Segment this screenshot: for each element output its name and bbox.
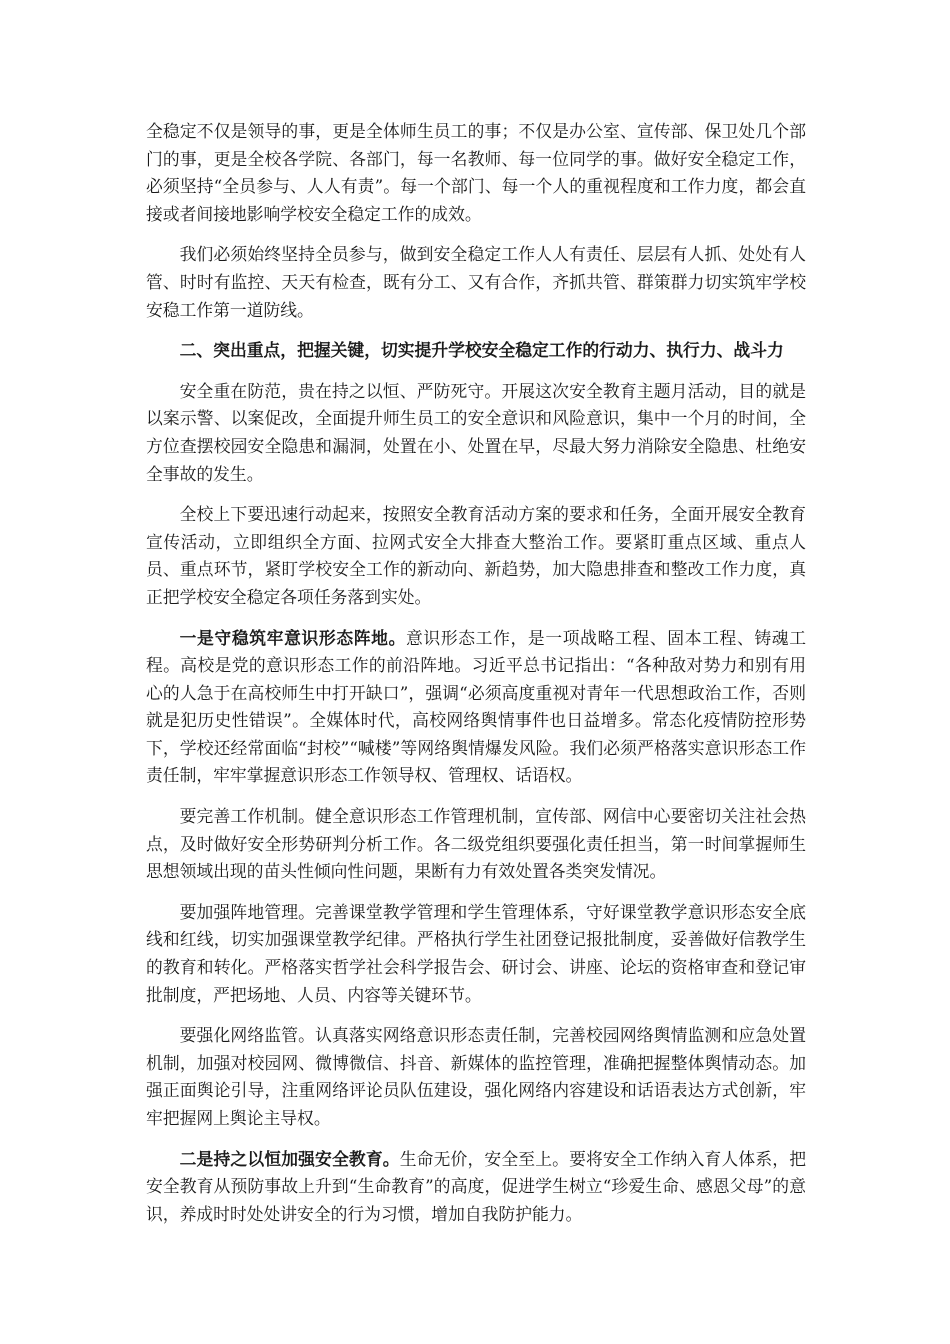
- paragraph-body-safety: 生命无价，安全至上。要将安全工作纳入育人体系，把安全教育从预防事故上升到“生命教育”的高度，促进学生树立“珍爱生命、感恩父母”的意识，养成时时处处讲安全的行为习惯，增加自我防护能力。: [146, 1148, 806, 1224]
- paragraph-position-management: 要加强阵地管理。完善课堂教学管理和学生管理体系，守好课堂教学意识形态安全底线和红线，切实加强课堂教学纪律。严格执行学生社团登记报批制度，妥善做好信教学生的教育和转化。严格落实哲学社会科学报告会、研讨会、讲座、论坛的资格审查和登记审批制度，严把场地、人员、内容等关键环节。: [146, 901, 806, 1005]
- paragraph-ideology: [146, 625, 806, 791]
- paragraph-action: 全校上下要迅速行动起来，按照安全教育活动方案的要求和任务，全面开展安全教育宣传活动，立即组织全方面、拉网式安全大排查大整治工作。要紧盯重点区域、重点人员、重点环节，紧盯学校安全工作的新动向、新趋势，加大隐患排查和整改工作力度，真正把学校安全稳定各项任务落到实处。: [146, 504, 806, 607]
- paragraph-continuation: 全稳定不仅是领导的事，更是全体师生员工的事；不仅是办公室、宣传部、保卫处几个部门的事，更是全校各学院、各部门，每一名教师、每一位同学的事。做好安全稳定工作，必须坚持“全员参与、人人有责”。每一个部门、每一个人的重视程度和工作力度，都会直接或者间接地影响学校安全稳定工作的成效。: [146, 121, 806, 224]
- paragraph-mechanism: 要完善工作机制。健全意识形态工作管理机制，宣传部、网信中心要密切关注社会热点，及时做好安全形势研判分析工作。各二级党组织要强化责任担当，第一时间掌握师生思想领域出现的苗头性倾向性问题，果断有力有效处置各类突发情况。: [146, 806, 806, 882]
- paragraph-lead-ideology: 一是守稳筑牢意识形态阵地。: [179, 627, 407, 648]
- paragraph-body-ideology: 意识形态工作，是一项战略工程、固本工程、铸魂工程。高校是党的意识形态工作的前沿阵地。习近平总书记指出：“各种敌对势力和别有用心的人急于在高校师生中打开缺口”，强调“必须高度重视对青年一代思想政治工作，否则就是犯历史性错误”。全媒体时代，高校网络舆情事件也日益增多。常态化疫情防控形势下，学校还经常面临“封校”“喊楼”等网络舆情爆发风险。我们必须严格落实意识形态工作责任制，牢牢掌握意识形态工作领导权、管理权、话语权。: [146, 627, 806, 786]
- paragraph-prevention: 安全重在防范，贵在持之以恒、严防死守。开展这次安全教育主题月活动，目的就是以案示警、以案促改，全面提升师生员工的安全意识和风险意识，集中一个月的时间，全方位查摆校园安全隐患和漏洞，处置在小、处置在早，尽最大努力消除安全隐患、杜绝安全事故的发生。: [146, 380, 806, 484]
- paragraph-lead-safety: 二是持之以恒加强安全教育。: [179, 1148, 400, 1169]
- paragraph-safety-education: [146, 1146, 806, 1229]
- paragraph-all-participation: 我们必须始终坚持全员参与，做到安全稳定工作人人有责任、层层有人抓、处处有人管、时时有监控、天天有检查，既有分工、又有合作，齐抓共管、群策群力切实筑牢学校安稳工作第一道防线。: [146, 244, 806, 320]
- paragraph-network-supervision: 要强化网络监管。认真落实网络意识形态责任制，完善校园网络舆情监测和应急处置机制，加强对校园网、微博微信、抖音、新媒体的监控管理，准确把握整体舆情动态。加强正面舆论引导，注重网络评论员队伍建设，强化网络内容建设和话语表达方式创新，牢牢把握网上舆论主导权。: [146, 1025, 806, 1128]
- document-page: [146, 118, 806, 1241]
- section-heading-2: 二、突出重点，把握关键，切实提升学校安全稳定工作的行动力、执行力、战斗力: [179, 340, 784, 361]
